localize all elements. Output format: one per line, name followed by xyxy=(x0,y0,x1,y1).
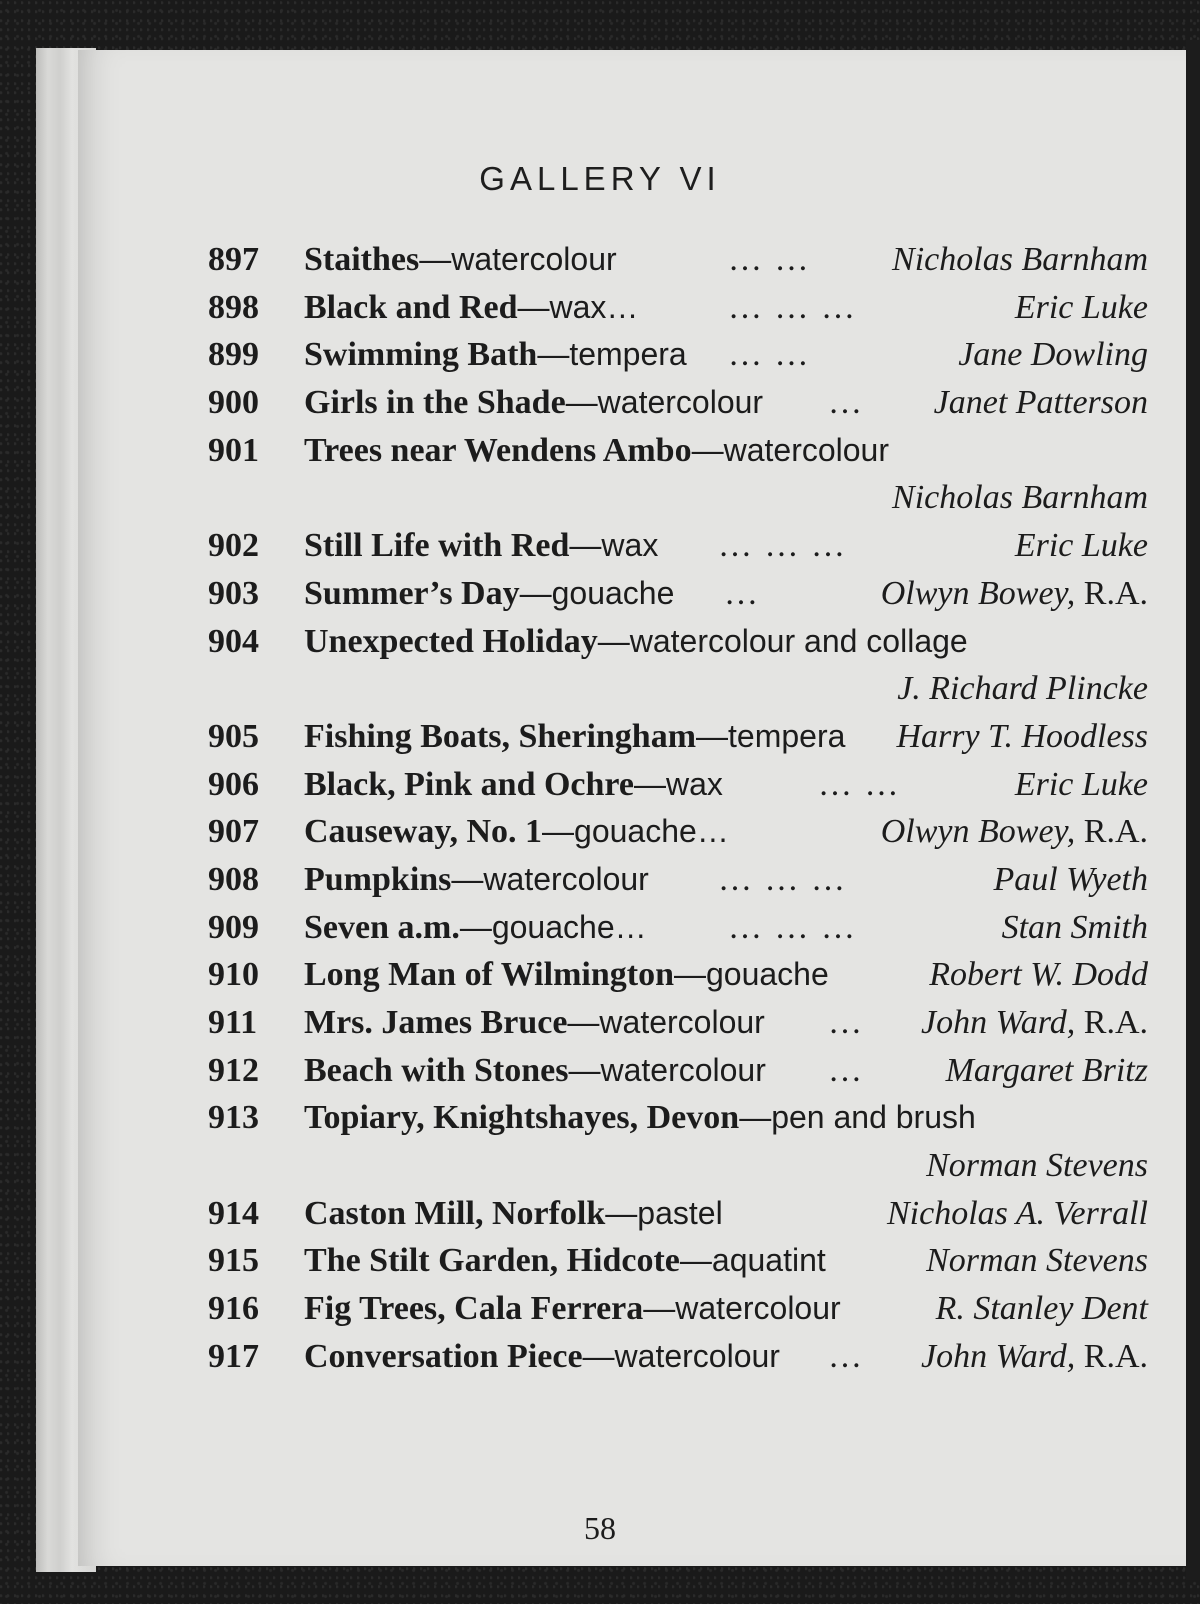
artwork-title: Summer’s Day xyxy=(304,574,520,612)
artwork-medium: —gouache… xyxy=(542,813,729,850)
catalogue-entry xyxy=(208,1190,1188,1238)
catalogue-entry xyxy=(208,236,1188,284)
entry-number: 905 xyxy=(208,717,259,755)
entry-number: 900 xyxy=(208,384,259,422)
artist-credit xyxy=(896,713,1148,761)
artist-credit xyxy=(1015,522,1148,570)
artist-name: Robert W. Dodd xyxy=(929,956,1148,994)
entry-title-line xyxy=(304,570,674,618)
artwork-title: Caston Mill, Norfolk xyxy=(304,1194,606,1232)
artist-credit xyxy=(921,999,1148,1047)
catalogue-entry xyxy=(208,904,1188,952)
artist-credit xyxy=(881,570,1148,618)
artwork-medium: —watercolour xyxy=(582,1337,780,1374)
artist-name: J. Richard Plincke xyxy=(897,670,1148,708)
artist-credit xyxy=(993,856,1148,904)
artwork-title: Pumpkins xyxy=(304,860,452,898)
catalogue-entry xyxy=(208,808,1188,856)
entry-title-line xyxy=(304,379,763,427)
artwork-title: Swimming Bath xyxy=(304,336,538,374)
entry-number: 899 xyxy=(208,336,259,374)
entry-title-line xyxy=(304,1047,766,1095)
artist-credit xyxy=(936,1285,1148,1333)
catalogue-entry xyxy=(208,284,1188,332)
artist-name: Eric Luke xyxy=(1014,765,1148,803)
leader-dots: … … … xyxy=(728,908,857,946)
artist-name: John Ward, xyxy=(921,1337,1076,1375)
artist-credit xyxy=(892,236,1148,284)
catalogue-entry xyxy=(208,570,1188,618)
artwork-medium: —watercolour xyxy=(451,860,649,897)
artwork-medium: —watercolour and collage xyxy=(597,622,968,659)
artist-name: Olwyn Bowey, xyxy=(880,813,1076,851)
catalogue-entry xyxy=(208,1237,1188,1285)
entry-number: 901 xyxy=(208,431,259,469)
artist-name: R. Stanley Dent xyxy=(935,1290,1148,1328)
artwork-medium: —wax… xyxy=(517,288,639,325)
entry-number: 910 xyxy=(208,956,259,994)
page-heading: GALLERY VI xyxy=(479,160,721,197)
entry-title-line xyxy=(304,904,647,952)
catalogue-entry xyxy=(208,618,1188,713)
entry-number: 907 xyxy=(208,813,259,851)
artwork-medium: —watercolour xyxy=(568,1051,766,1088)
entry-title-line xyxy=(304,618,968,666)
artwork-medium: —watercolour xyxy=(643,1290,841,1327)
artist-honour: R.A. xyxy=(1075,574,1148,612)
artwork-title: Causeway, No. 1 xyxy=(304,813,543,851)
artwork-title: Trees near Wendens Ambo xyxy=(304,431,692,469)
catalogue-entry xyxy=(208,1285,1188,1333)
entry-number: 898 xyxy=(208,288,259,326)
artwork-title: Beach with Stones xyxy=(304,1051,569,1089)
entry-number: 903 xyxy=(208,574,259,612)
artist-credit xyxy=(1015,284,1148,332)
artwork-title: Mrs. James Bruce xyxy=(304,1004,568,1042)
artwork-medium: —gouache… xyxy=(459,908,647,945)
catalogue-entry xyxy=(208,713,1188,761)
artist-credit xyxy=(892,474,1148,522)
entry-title-line xyxy=(304,1094,976,1142)
artist-credit xyxy=(1015,761,1148,809)
entry-title-line xyxy=(304,1237,826,1285)
artist-name: Nicholas Barnham xyxy=(892,241,1148,278)
artist-name: Harry T. Hoodless xyxy=(896,717,1148,755)
leader-dots: … … xyxy=(818,765,901,803)
artwork-title: The Stilt Garden, Hidcote xyxy=(304,1242,680,1280)
leader-dots: … … xyxy=(728,241,811,278)
leader-dots: … … … xyxy=(728,288,857,326)
catalogue-entry xyxy=(208,999,1188,1047)
leader-dots: … xyxy=(828,1051,864,1089)
artwork-medium: —watercolour xyxy=(565,384,764,421)
artwork-title: Black and Red xyxy=(304,288,518,326)
artwork-medium: —watercolour xyxy=(567,1004,765,1041)
entry-number: 913 xyxy=(208,1099,259,1137)
artist-name: Nicholas Barnham xyxy=(892,479,1148,517)
artist-name: Olwyn Bowey, xyxy=(880,574,1076,612)
catalogue-entry xyxy=(208,379,1188,427)
artist-name: Eric Luke xyxy=(1014,527,1148,565)
entry-title-line xyxy=(304,284,638,332)
entry-title-line xyxy=(304,713,845,761)
catalogue-entry xyxy=(208,761,1188,809)
artist-credit xyxy=(887,1190,1148,1238)
artist-credit xyxy=(958,331,1148,379)
leader-dots: … … xyxy=(728,336,811,374)
artwork-title: Girls in the Shade xyxy=(304,384,566,422)
entry-title-line xyxy=(304,1285,841,1333)
entry-number: 916 xyxy=(208,1290,259,1328)
artwork-title: Unexpected Holiday xyxy=(304,622,598,660)
entry-title-line xyxy=(304,808,729,856)
catalogue-entry xyxy=(208,856,1188,904)
entry-title-line xyxy=(304,522,658,570)
artwork-title: Conversation Piece xyxy=(304,1337,583,1375)
leader-dots: … xyxy=(828,384,864,422)
artwork-title: Fig Trees, Cala Ferrera xyxy=(304,1290,644,1328)
artwork-medium: —pastel xyxy=(605,1194,723,1231)
artwork-title: Seven a.m. xyxy=(304,908,460,946)
leader-dots: … … … xyxy=(718,527,847,565)
catalogue-entry xyxy=(208,951,1188,999)
artwork-medium: —wax xyxy=(634,765,723,802)
artwork-medium: —wax xyxy=(569,527,659,564)
entry-number: 906 xyxy=(208,765,259,803)
entry-number: 904 xyxy=(208,622,259,660)
artist-credit xyxy=(881,808,1148,856)
page-number: 58 xyxy=(584,1510,616,1546)
entry-title-line xyxy=(304,999,765,1047)
catalogue-list xyxy=(208,236,1188,1381)
artist-name: Paul Wyeth xyxy=(993,860,1148,898)
artist-name: Norman Stevens xyxy=(926,1147,1148,1185)
entry-title-line xyxy=(304,236,617,284)
artist-credit xyxy=(897,665,1148,713)
entry-number: 915 xyxy=(208,1242,259,1280)
entry-title-line xyxy=(304,1190,723,1238)
entry-number: 909 xyxy=(208,908,259,946)
artwork-title: Staithes xyxy=(304,241,420,278)
artist-credit xyxy=(934,379,1148,427)
catalogue-entry xyxy=(208,427,1188,522)
artist-credit xyxy=(946,1047,1148,1095)
artist-name: Nicholas A. Verrall xyxy=(887,1194,1148,1232)
artwork-title: Black, Pink and Ochre xyxy=(304,765,634,803)
catalogue-entry xyxy=(208,331,1188,379)
artwork-title: Long Man of Wilmington xyxy=(304,956,674,994)
artist-honour: R.A. xyxy=(1075,813,1148,851)
entry-number: 902 xyxy=(208,527,259,565)
leader-dots: … xyxy=(828,1337,864,1375)
entry-number: 897 xyxy=(208,241,259,278)
artwork-title: Fishing Boats, Sheringham xyxy=(304,717,697,755)
entry-number: 912 xyxy=(208,1051,259,1089)
leader-dots: … … … xyxy=(718,860,847,898)
artwork-medium: —pen and brush xyxy=(739,1099,976,1136)
artist-name: Norman Stevens xyxy=(926,1242,1148,1280)
leader-dots: … xyxy=(828,1004,864,1042)
entry-number: 908 xyxy=(208,860,259,898)
entry-number: 911 xyxy=(208,1004,258,1042)
entry-title-line xyxy=(304,331,687,379)
artist-name: Jane Dowling xyxy=(958,336,1148,374)
catalogue-entry xyxy=(208,1333,1188,1381)
artwork-medium: —gouache xyxy=(519,574,675,611)
artwork-medium: —gouache xyxy=(673,956,829,993)
artist-name: Janet Patterson xyxy=(933,384,1148,422)
artwork-medium: —watercolour xyxy=(419,241,617,277)
artist-credit xyxy=(1002,904,1148,952)
artwork-medium: —tempera xyxy=(696,717,846,754)
leader-dots: … xyxy=(724,574,760,612)
gutter-shadow xyxy=(1186,40,1200,1580)
artist-credit xyxy=(926,1237,1148,1285)
artist-name: John Ward, xyxy=(921,1004,1076,1042)
entry-title-line xyxy=(304,761,723,809)
artwork-title: Topiary, Knightshayes, Devon xyxy=(304,1099,740,1137)
artist-name: Margaret Britz xyxy=(945,1051,1148,1089)
artist-honour: R.A. xyxy=(1075,1337,1148,1375)
artist-name: Eric Luke xyxy=(1014,288,1148,326)
entry-number: 917 xyxy=(208,1337,259,1375)
catalogue-entry xyxy=(208,522,1188,570)
artist-name: Stan Smith xyxy=(1001,908,1148,946)
entry-title-line xyxy=(304,951,829,999)
artwork-medium: —aquatint xyxy=(679,1242,826,1279)
entry-title-line xyxy=(304,856,649,904)
entry-number: 914 xyxy=(208,1194,259,1232)
artist-honour: R.A. xyxy=(1075,1004,1148,1042)
artwork-medium: —watercolour xyxy=(691,431,889,468)
artist-credit xyxy=(929,951,1148,999)
catalogue-entry xyxy=(208,1094,1188,1189)
entry-title-line xyxy=(304,1333,780,1381)
artwork-medium: —tempera xyxy=(537,336,687,373)
catalogue-entry xyxy=(208,1047,1188,1095)
artist-credit xyxy=(921,1333,1148,1381)
entry-title-line xyxy=(304,427,889,475)
artwork-title: Still Life with Red xyxy=(304,527,570,565)
artist-credit xyxy=(926,1142,1148,1190)
